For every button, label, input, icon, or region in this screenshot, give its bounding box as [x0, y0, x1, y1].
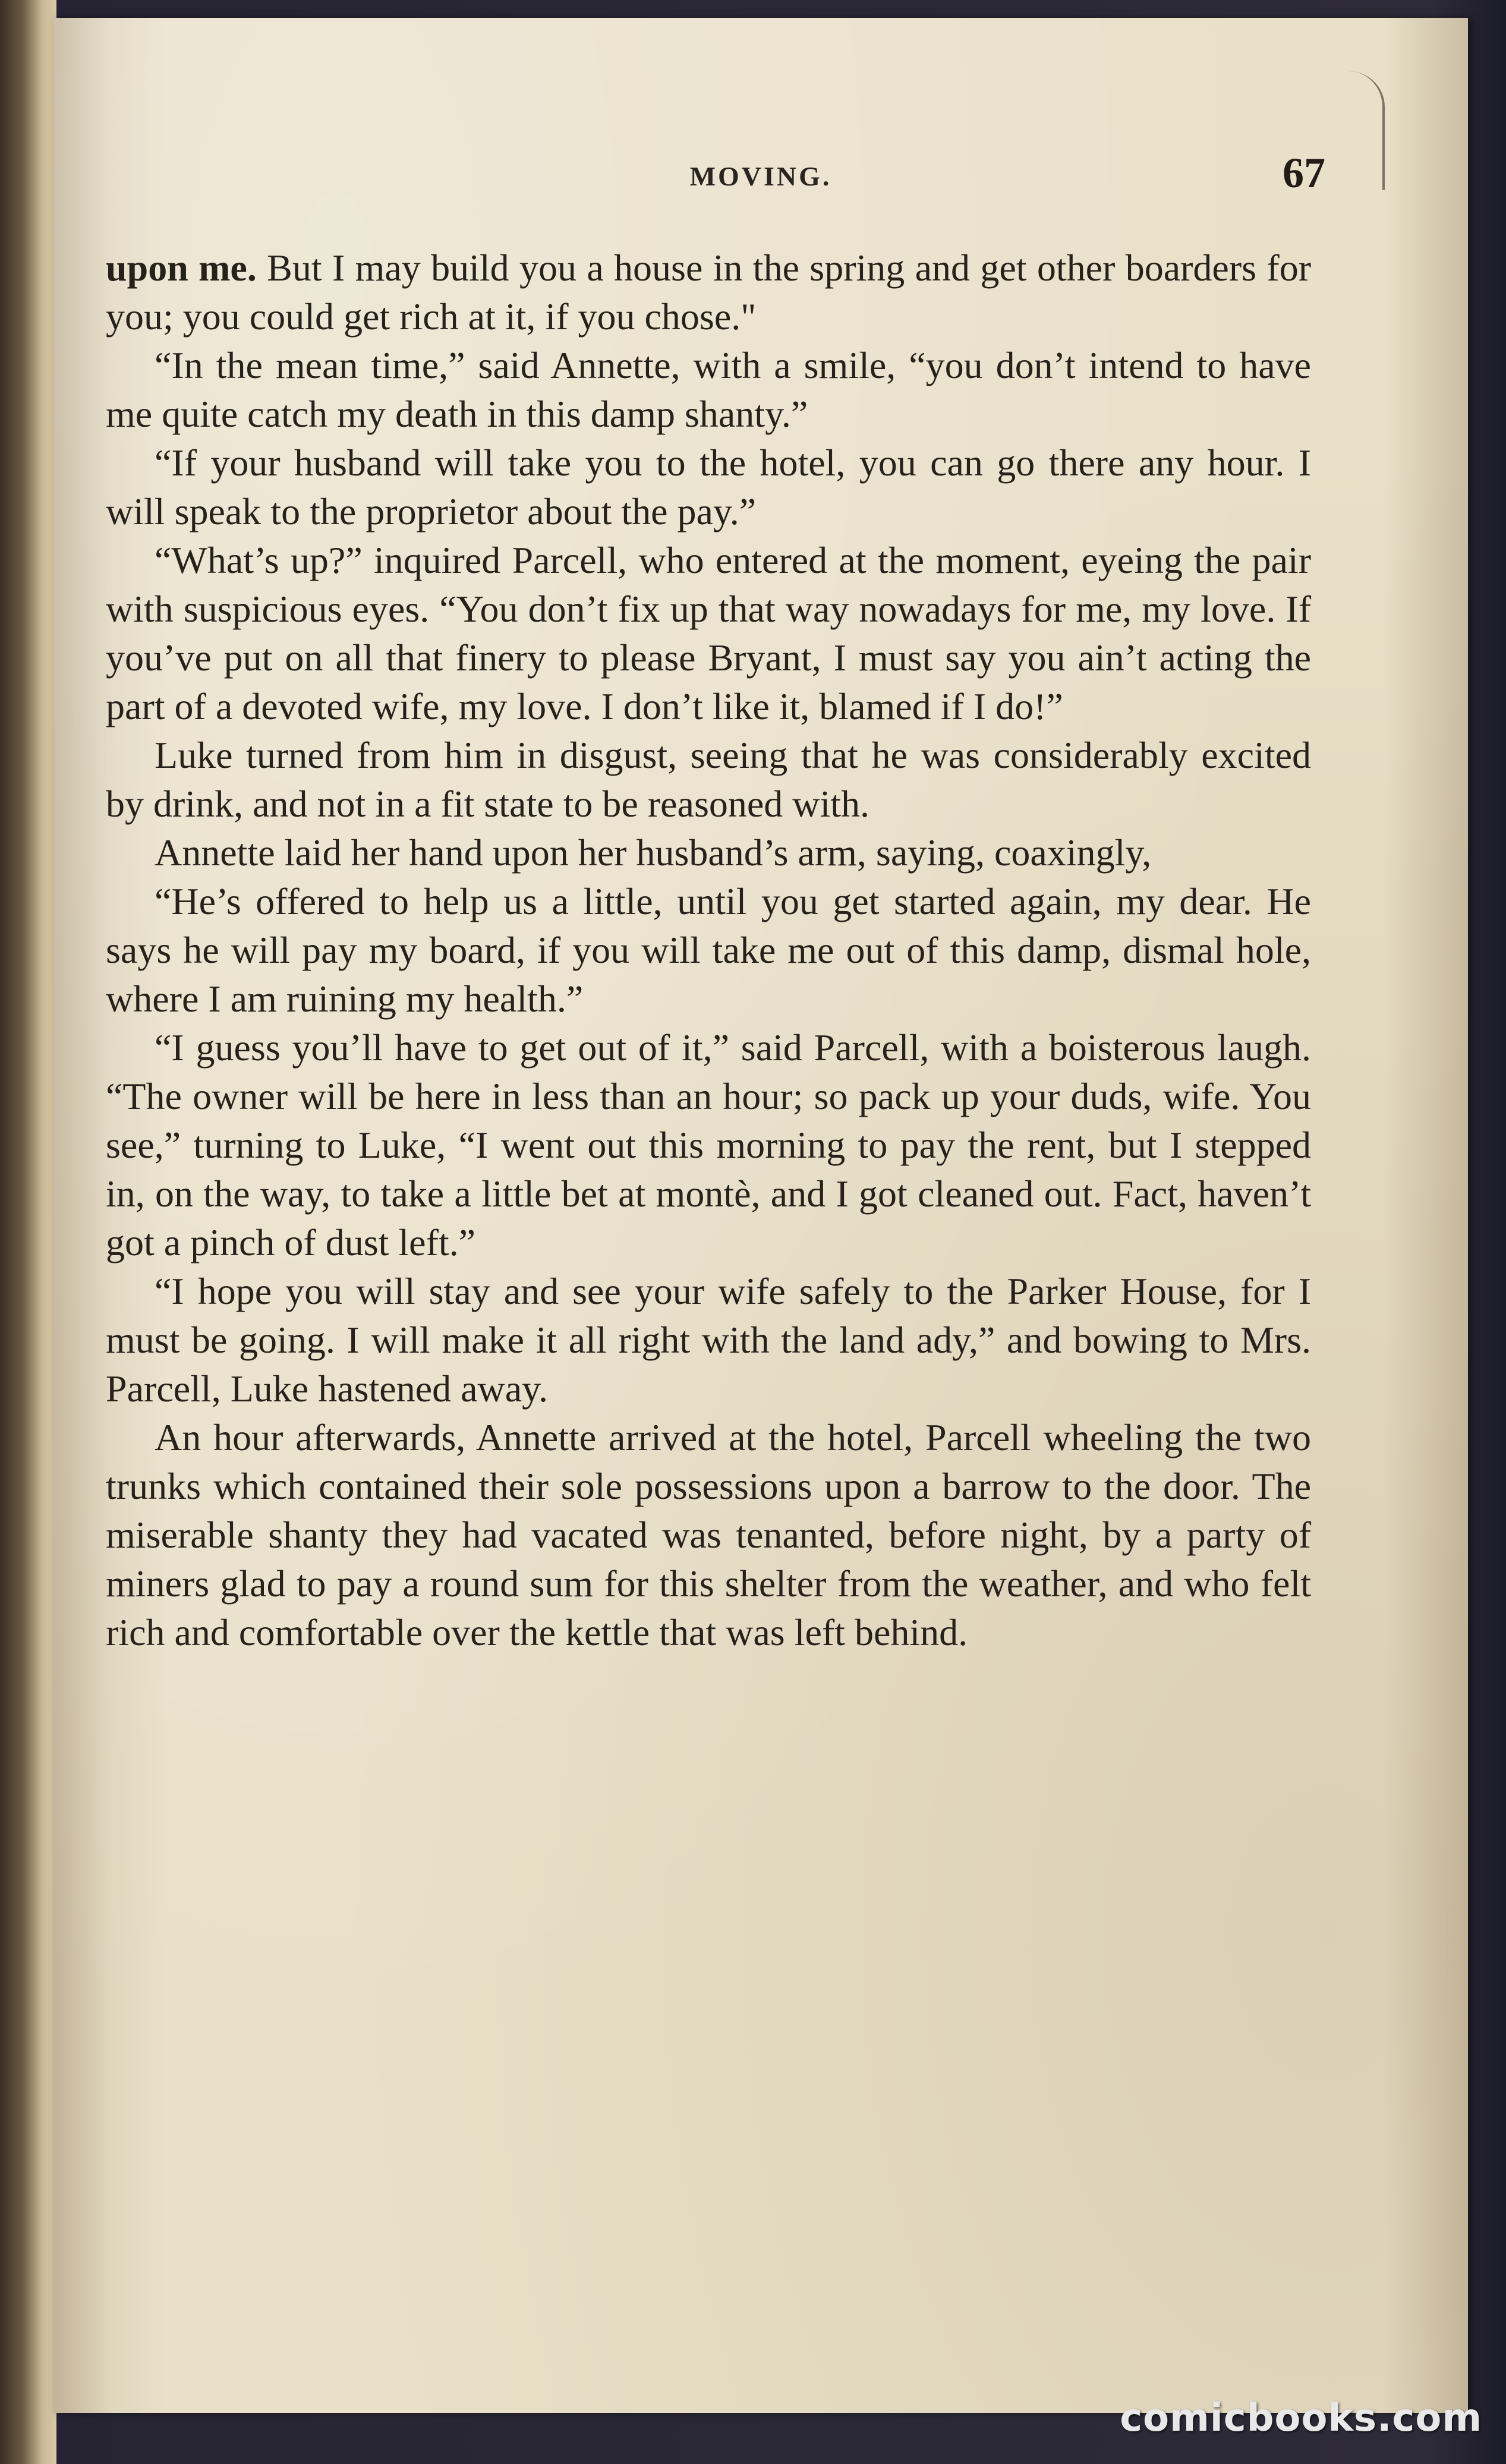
paragraph: “I guess you’ll have to get out of it,” said Parcell, with a boisterous laugh. “The owner will be here in less than an hour; so pack up your duds, wife. You see,” turning to Luke, “I went out this morning to pay the rent, but I stepped in, on the way, to take a little bet at montè, and I got cleaned out. Fact, haven’t got a pinch of dust left.”	[106, 1026, 1311, 1263]
paragraph: “If your husband will take you to the hotel, you can go there any hour. I will speak to the proprietor about the pay.”	[106, 442, 1311, 532]
page-number: 67	[1283, 149, 1325, 197]
paragraph: “What’s up?” inquired Parcell, who entered at the moment, eyeing the pair with suspicious eyes. “You don’t fix up that way nowadays for me, my love. If you’ve put on all that finery to please Bryant, I must say you ain’t acting the part of a devoted wife, my love. I don’t like it, blamed if I do!”	[106, 539, 1311, 727]
body-text	[106, 244, 1311, 1657]
book-page	[53, 18, 1468, 2413]
paragraph: “In the mean time,” said Annette, with a smile, “you don’t intend to have me quite catch my death in this damp shanty.”	[106, 344, 1311, 435]
book-binding	[0, 0, 56, 2464]
paragraph: An hour afterwards, Annette arrived at the hotel, Parcell wheeling the two trunks which contained their sole possessions upon a barrow to the door. The miserable shanty they had vacated was tenanted, before night, by a party of miners glad to pay a round sum for this shelter from the weather, and who felt rich and comfortable over the kettle that was left behind.	[106, 1416, 1311, 1653]
paragraph	[106, 244, 1311, 341]
chapter-title: MOVING.	[689, 161, 832, 191]
paragraph: Annette laid her hand upon her husband’s arm, saying, coaxingly,	[155, 831, 1152, 874]
paragraph-text: But I may build you a house in the spring and get other boarders for you; you could get rich at it, if you chose."	[106, 247, 1312, 338]
running-head	[53, 149, 1468, 202]
paragraph-lead: upon me.	[106, 247, 257, 289]
paragraph: “I hope you will stay and see your wife safely to the Parker House, for I must be going. I will make it all right with the land ady,” and bowing to Mrs. Parcell, Luke hastened away.	[106, 1270, 1311, 1410]
paragraph: “He’s offered to help us a little, until you get started again, my dear. He says he will pay my board, if you will take me out of this damp, dismal hole, where I am ruining my health.”	[106, 880, 1311, 1020]
site-watermark: comicbooks.com	[1120, 2396, 1482, 2440]
paragraph: Luke turned from him in disgust, seeing that he was considerably excited by drink, and not in a fit state to be reasoned with.	[106, 734, 1311, 825]
